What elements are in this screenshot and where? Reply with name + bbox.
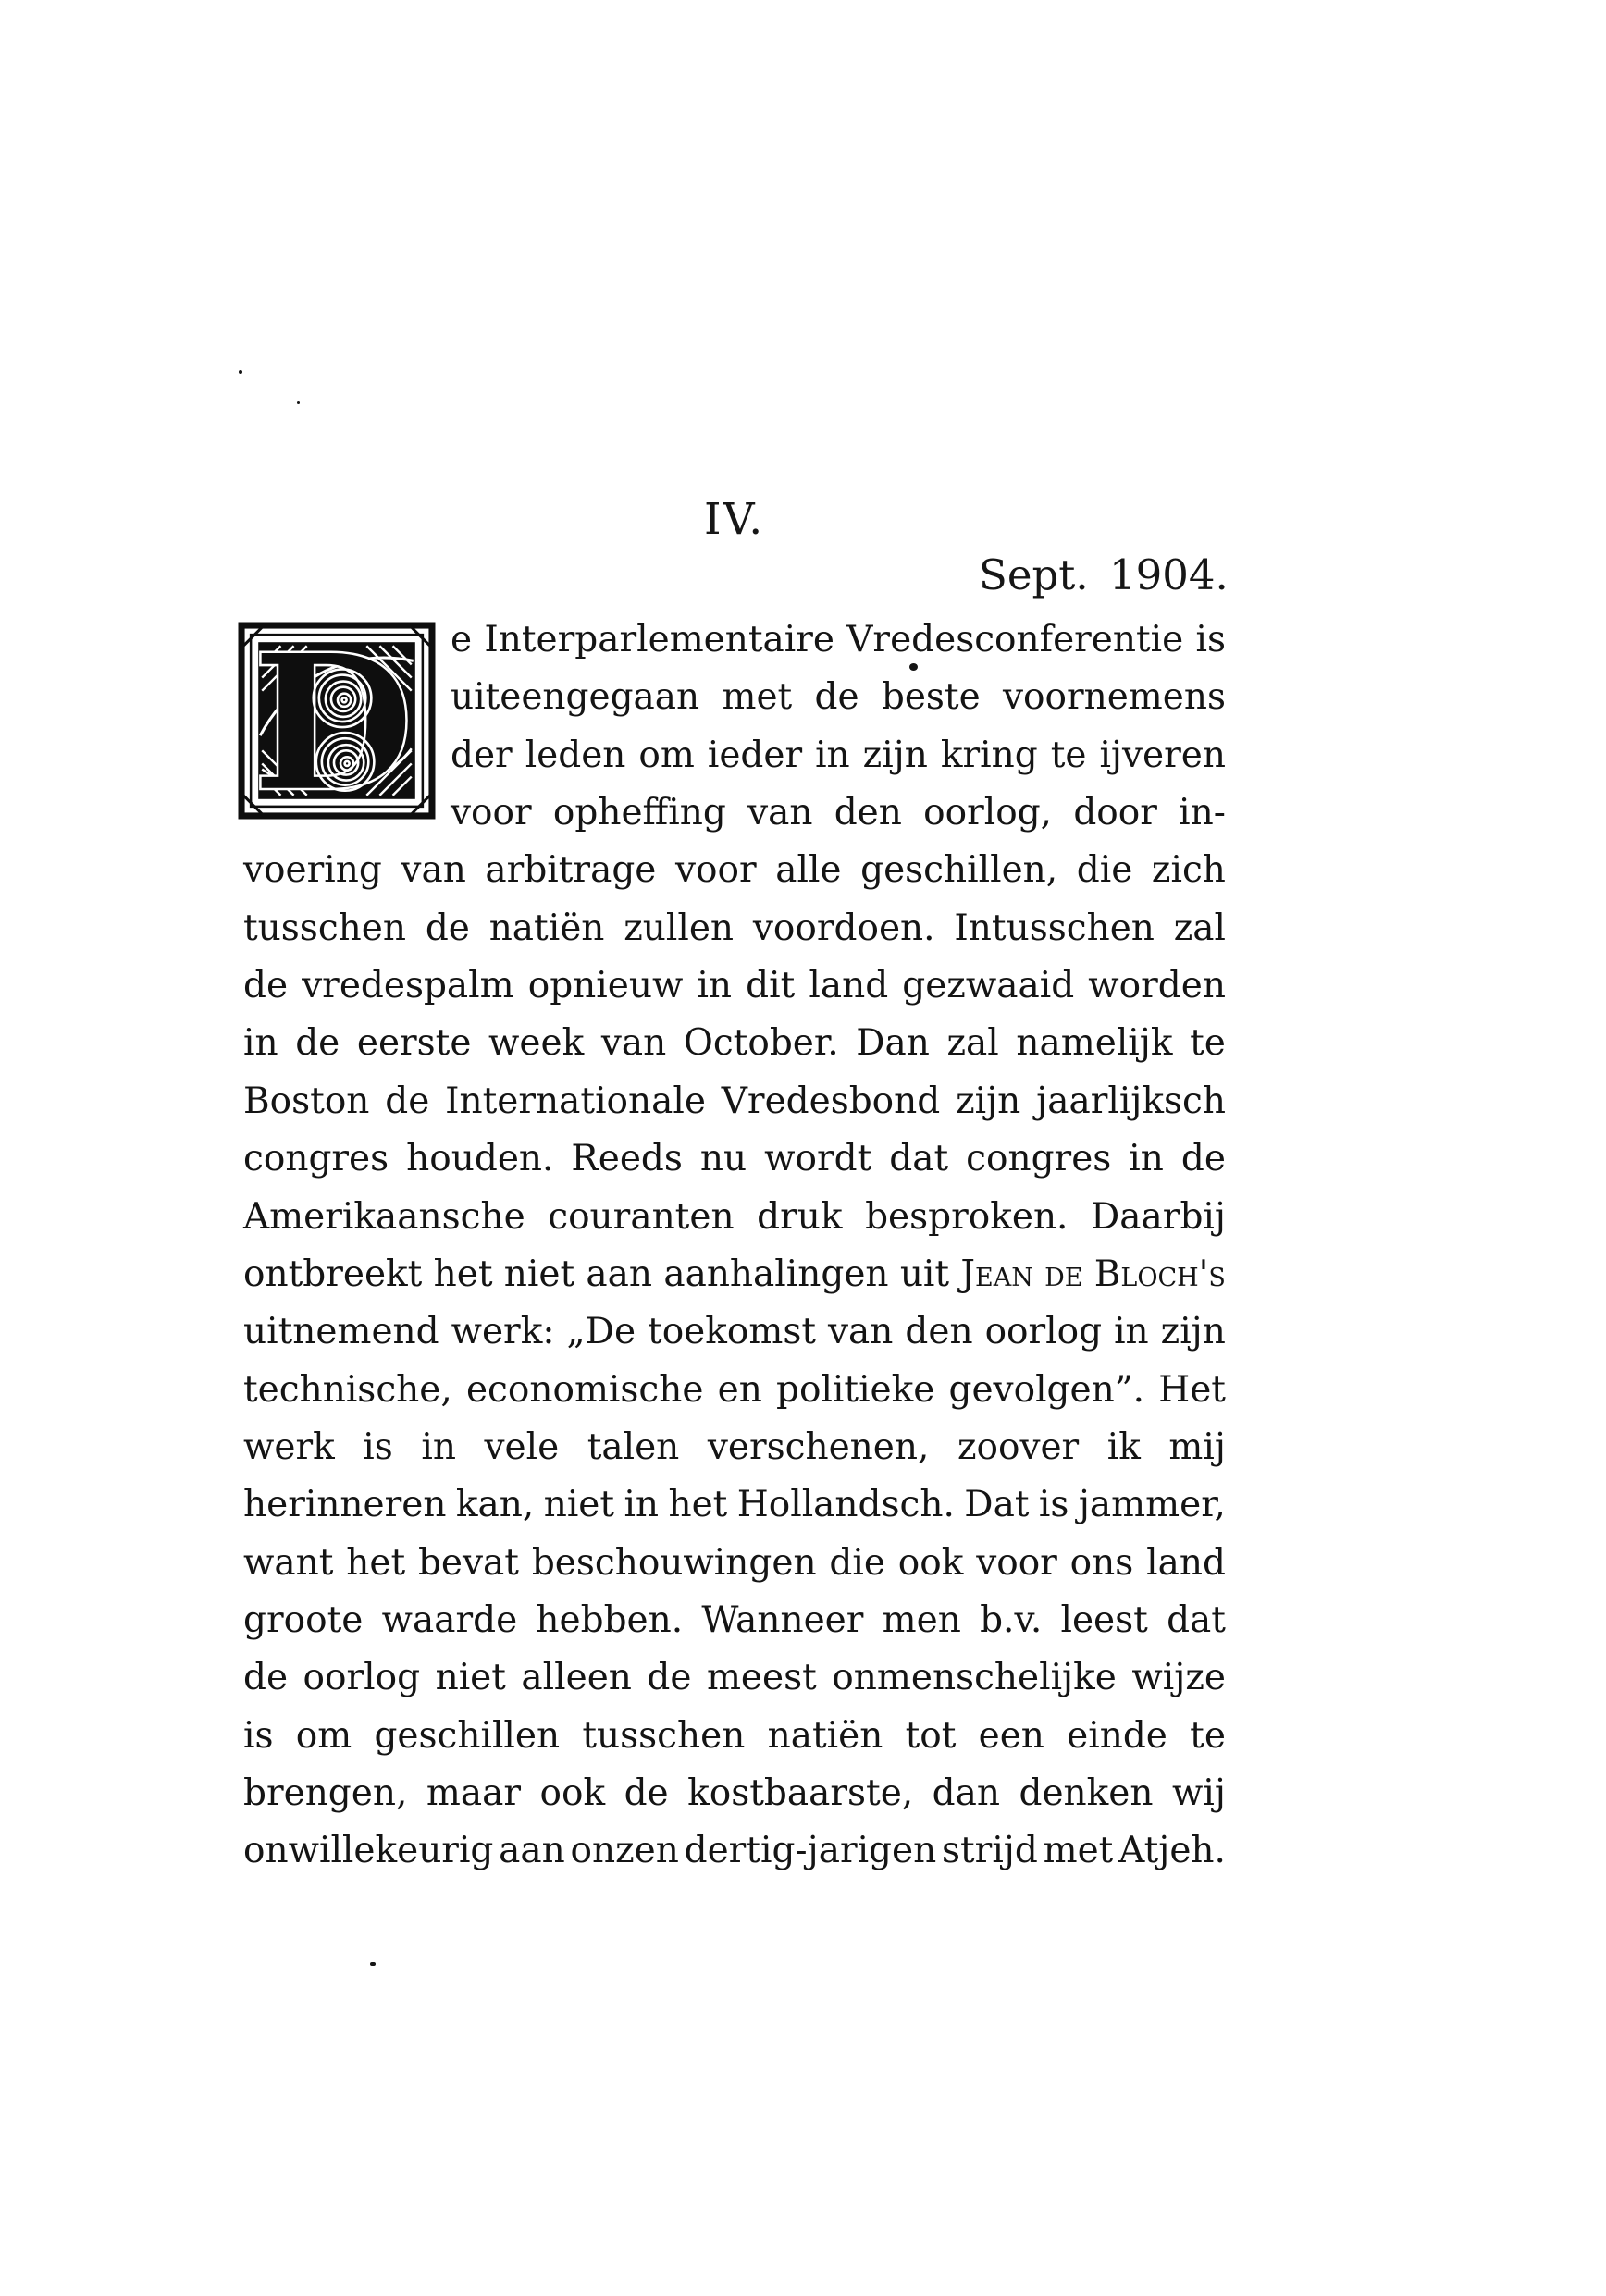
word: de: [385, 1080, 430, 1122]
word: technische,: [243, 1369, 452, 1411]
word: opnieuw: [527, 965, 684, 1006]
word: natiën: [488, 907, 605, 949]
word: jaarlijksch: [1036, 1080, 1226, 1122]
word: nu: [699, 1138, 747, 1179]
text-line-4: [451, 784, 1226, 842]
word: zijn: [956, 1080, 1021, 1122]
word: niet: [435, 1657, 506, 1698]
word: het: [346, 1542, 406, 1584]
word: aan: [499, 1830, 565, 1871]
text-line-20: [243, 1708, 1226, 1765]
word: ik: [1106, 1426, 1141, 1468]
word: te: [1190, 1715, 1226, 1757]
word: tusschen: [582, 1715, 746, 1757]
word: namelijk: [1016, 1022, 1173, 1064]
word: einde: [1067, 1715, 1167, 1757]
word: ijveren: [1099, 734, 1226, 776]
text-line-11: [243, 1189, 1226, 1246]
word: die: [1076, 849, 1133, 891]
word: zijn: [862, 734, 928, 776]
word: is: [1195, 619, 1226, 660]
word: economische: [465, 1369, 704, 1411]
word: houden.: [406, 1138, 554, 1179]
word: beste: [881, 676, 981, 718]
word: Vredesbond: [721, 1080, 941, 1122]
word: in: [1114, 1311, 1149, 1352]
word: een: [978, 1715, 1044, 1757]
stray-ink-dot: [909, 663, 918, 671]
word: vele: [484, 1426, 560, 1468]
word: land: [1146, 1542, 1226, 1584]
word: toekomst: [648, 1311, 817, 1352]
word: herinneren: [243, 1484, 447, 1525]
text-line-9: [243, 1073, 1226, 1130]
word: voornemens: [1002, 676, 1226, 718]
word: met: [1043, 1830, 1114, 1871]
word: kostbaarste,: [687, 1772, 914, 1814]
word: van: [600, 1022, 667, 1064]
word: ook: [539, 1772, 606, 1814]
word: dit: [746, 965, 796, 1006]
word: onmenschelijke: [832, 1657, 1117, 1698]
dateline: Sept. 1904.: [979, 550, 1229, 599]
word: Intusschen: [954, 907, 1155, 949]
word: niet: [503, 1253, 575, 1295]
word: zich: [1151, 849, 1226, 891]
word: zal: [1173, 907, 1226, 949]
scan-speck: [297, 401, 300, 404]
word: Dat: [964, 1484, 1030, 1525]
text-line-7: [243, 957, 1226, 1015]
word: congres: [966, 1138, 1112, 1179]
word: Internationale: [445, 1080, 706, 1122]
word: van: [747, 792, 813, 833]
word: week: [488, 1022, 585, 1064]
word: die: [829, 1542, 885, 1584]
word: de: [243, 1657, 289, 1698]
word: worden: [1088, 965, 1226, 1006]
word: der: [451, 734, 513, 776]
word: wij: [1171, 1772, 1226, 1814]
word: land: [809, 965, 889, 1006]
word: werk: [243, 1426, 335, 1468]
word: „De: [566, 1311, 636, 1352]
word: met: [722, 676, 793, 718]
word: ook: [897, 1542, 964, 1584]
word: besproken.: [865, 1196, 1069, 1238]
word: Daarbij: [1091, 1196, 1226, 1238]
word: in: [243, 1022, 278, 1064]
word: de: [243, 965, 289, 1006]
word: voordoen.: [752, 907, 935, 949]
text-line-8: [243, 1015, 1226, 1072]
word: ontbreekt: [243, 1253, 423, 1295]
word: aan: [586, 1253, 653, 1295]
word: onwillekeurig: [243, 1830, 494, 1871]
word: wordt: [764, 1138, 872, 1179]
word: leden: [525, 734, 626, 776]
word: aanhalingen: [663, 1253, 889, 1295]
scan-speck: [239, 370, 242, 374]
word: tot: [905, 1715, 957, 1757]
text-line-15: [243, 1419, 1226, 1476]
word: alleen: [521, 1657, 632, 1698]
word: oorlog,: [923, 792, 1053, 833]
text-line-21: [243, 1765, 1226, 1822]
word: in: [1129, 1138, 1164, 1179]
word: zoover: [957, 1426, 1080, 1468]
word: ons: [1069, 1542, 1134, 1584]
word: strijd: [941, 1830, 1038, 1871]
word: dan: [932, 1772, 1000, 1814]
word: voor: [451, 792, 532, 833]
word: gezwaaid: [902, 965, 1075, 1006]
word: voering: [243, 849, 382, 891]
word: Bloch's: [1093, 1253, 1226, 1295]
text-line-17: [243, 1535, 1226, 1592]
word: Het: [1158, 1369, 1226, 1411]
word: brengen,: [243, 1772, 408, 1814]
word: van: [828, 1311, 894, 1352]
word: leest: [1060, 1599, 1148, 1641]
text-line-18: [243, 1592, 1226, 1649]
word: Reeds: [571, 1138, 683, 1179]
word: kan,: [455, 1484, 535, 1525]
word: de: [425, 907, 470, 949]
word: onzen: [570, 1830, 679, 1871]
word: Atjeh.: [1118, 1830, 1226, 1871]
word: October.: [683, 1022, 839, 1064]
word: uit: [899, 1253, 950, 1295]
word: druk: [757, 1196, 843, 1238]
word: alle: [775, 849, 842, 891]
word: couranten: [548, 1196, 735, 1238]
word: door: [1073, 792, 1157, 833]
word: de: [1180, 1138, 1226, 1179]
word: uitnemend: [243, 1311, 439, 1352]
text-line-14: [243, 1362, 1226, 1419]
word: is: [1038, 1484, 1069, 1525]
word: Hollandsch.: [736, 1484, 955, 1525]
word: de: [647, 1657, 692, 1698]
word: arbitrage: [485, 849, 657, 891]
word: voor: [976, 1542, 1057, 1584]
word: jammer,: [1078, 1484, 1226, 1525]
word: b.v.: [980, 1599, 1043, 1641]
text-line-19: [243, 1649, 1226, 1707]
word: den: [834, 792, 902, 833]
text-line-16: [243, 1476, 1226, 1534]
word: geschillen,: [860, 849, 1058, 891]
text-line-1: [451, 611, 1226, 669]
word: voor: [674, 849, 757, 891]
word: in: [697, 965, 733, 1006]
word: hebben.: [536, 1599, 684, 1641]
word: en: [717, 1369, 762, 1411]
word: de: [295, 1022, 340, 1064]
word: de: [624, 1772, 669, 1814]
word: de: [1044, 1253, 1083, 1295]
word: oorlog: [984, 1311, 1103, 1352]
word: uiteengegaan: [451, 676, 700, 718]
word: in: [624, 1484, 660, 1525]
word: congres: [243, 1138, 389, 1179]
word: niet: [543, 1484, 615, 1525]
word: eerste: [356, 1022, 472, 1064]
word: mij: [1168, 1426, 1226, 1468]
word: het: [433, 1253, 493, 1295]
word: verschenen,: [707, 1426, 930, 1468]
word: Interparlementaire: [484, 619, 834, 660]
word: den: [905, 1311, 973, 1352]
word: zal: [946, 1022, 999, 1064]
word: men: [882, 1599, 961, 1641]
word: te: [1050, 734, 1087, 776]
word: is: [363, 1426, 393, 1468]
word: is: [243, 1715, 274, 1757]
word: beschouwingen: [531, 1542, 817, 1584]
word: Boston: [243, 1080, 370, 1122]
text-line-22: [243, 1822, 1226, 1880]
word: waarde: [381, 1599, 518, 1641]
word: kring: [940, 734, 1038, 776]
word: dat: [889, 1138, 949, 1179]
word: ieder: [707, 734, 803, 776]
word: wijze: [1131, 1657, 1226, 1698]
word: oorlog: [303, 1657, 421, 1698]
word: groote: [243, 1599, 364, 1641]
text-line-3: [451, 727, 1226, 784]
word: gevolgen”.: [948, 1369, 1145, 1411]
word: want: [243, 1542, 334, 1584]
word: bevat: [417, 1542, 519, 1584]
scan-speck: [370, 1962, 376, 1966]
text-line-6: [243, 900, 1226, 957]
text-line-2: [451, 669, 1226, 726]
word: in: [421, 1426, 456, 1468]
word: Vredesconferentie: [846, 619, 1184, 660]
word: het: [668, 1484, 728, 1525]
section-heading: IV.: [704, 494, 765, 545]
word: in: [815, 734, 850, 776]
word: maar: [426, 1772, 521, 1814]
text-line-12: [243, 1246, 1226, 1303]
word: talen: [587, 1426, 680, 1468]
text-line-13: [243, 1303, 1226, 1361]
word: politieke: [776, 1369, 935, 1411]
word: Amerikaansche: [243, 1196, 525, 1238]
word: Wanneer: [701, 1599, 864, 1641]
word: natiën: [767, 1715, 883, 1757]
word: zullen: [624, 907, 735, 949]
word: Dan: [856, 1022, 930, 1064]
word: geschillen: [374, 1715, 561, 1757]
word: dat: [1167, 1599, 1226, 1641]
text-line-10: [243, 1130, 1226, 1188]
word: om: [638, 734, 695, 776]
word: om: [295, 1715, 352, 1757]
word: de: [814, 676, 859, 718]
word: werk:: [451, 1311, 555, 1352]
word: te: [1190, 1022, 1226, 1064]
word: tusschen: [243, 907, 406, 949]
word: Jean: [960, 1253, 1033, 1295]
word: denken: [1019, 1772, 1154, 1814]
word: van: [401, 849, 466, 891]
word: meest: [706, 1657, 817, 1698]
word: zijn: [1160, 1311, 1226, 1352]
word: e: [451, 619, 473, 660]
word: vredespalm: [302, 965, 514, 1006]
drop-cap-letter: D: [253, 622, 414, 820]
text-line-5: [243, 842, 1226, 899]
word: dertig-jarigen: [684, 1830, 937, 1871]
word: opheffing: [552, 792, 726, 833]
word: in-: [1179, 792, 1226, 833]
